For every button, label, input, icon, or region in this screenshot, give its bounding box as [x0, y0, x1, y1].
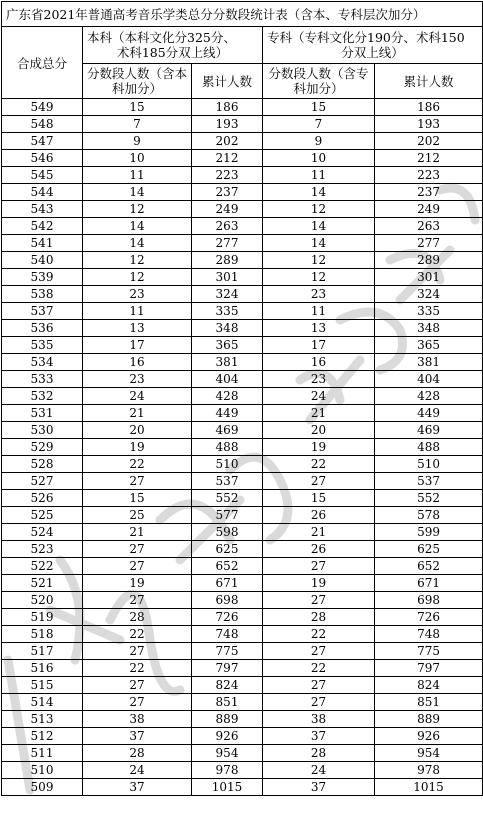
row-benke-count: 11 — [83, 167, 192, 184]
table-row — [2, 337, 483, 354]
row-score: 530 — [2, 422, 83, 439]
row-zhuanke-count: 21 — [263, 524, 375, 541]
row-score: 527 — [2, 473, 83, 490]
row-benke-cumulative: 698 — [192, 592, 263, 609]
row-score: 538 — [2, 286, 83, 303]
table-row — [2, 473, 483, 490]
row-score: 526 — [2, 490, 83, 507]
row-zhuanke-cumulative: 726 — [375, 609, 483, 626]
table-row — [2, 660, 483, 677]
row-score: 509 — [2, 779, 83, 796]
row-benke-cumulative: 671 — [192, 575, 263, 592]
row-zhuanke-cumulative: 469 — [375, 422, 483, 439]
row-score: 539 — [2, 269, 83, 286]
row-zhuanke-cumulative: 488 — [375, 439, 483, 456]
row-score: 511 — [2, 745, 83, 762]
row-zhuanke-count: 37 — [263, 728, 375, 745]
row-zhuanke-count: 16 — [263, 354, 375, 371]
table-row — [2, 609, 483, 626]
row-zhuanke-cumulative: 652 — [375, 558, 483, 575]
table-row — [2, 541, 483, 558]
row-zhuanke-count: 23 — [263, 286, 375, 303]
row-benke-count: 27 — [83, 541, 192, 558]
row-benke-cumulative: 449 — [192, 405, 263, 422]
row-benke-count: 27 — [83, 643, 192, 660]
table-row — [2, 575, 483, 592]
row-benke-count: 22 — [83, 456, 192, 473]
row-zhuanke-count: 27 — [263, 592, 375, 609]
row-benke-count: 28 — [83, 609, 192, 626]
table-row — [2, 745, 483, 762]
row-zhuanke-cumulative: 1015 — [375, 779, 483, 796]
row-score: 541 — [2, 235, 83, 252]
row-zhuanke-count: 21 — [263, 405, 375, 422]
table-row — [2, 320, 483, 337]
row-benke-count: 22 — [83, 626, 192, 643]
table-row — [2, 779, 483, 796]
row-zhuanke-cumulative: 404 — [375, 371, 483, 388]
table-row — [2, 694, 483, 711]
row-zhuanke-count: 15 — [263, 99, 375, 116]
row-benke-count: 20 — [83, 422, 192, 439]
row-score: 543 — [2, 201, 83, 218]
table-row — [2, 303, 483, 320]
row-zhuanke-cumulative: 348 — [375, 320, 483, 337]
row-score: 524 — [2, 524, 83, 541]
row-zhuanke-count: 11 — [263, 303, 375, 320]
row-zhuanke-count: 26 — [263, 541, 375, 558]
row-benke-cumulative: 263 — [192, 218, 263, 235]
row-benke-count: 23 — [83, 371, 192, 388]
row-benke-count: 37 — [83, 728, 192, 745]
table-row — [2, 150, 483, 167]
row-zhuanke-count: 10 — [263, 150, 375, 167]
row-benke-cumulative: 510 — [192, 456, 263, 473]
row-benke-cumulative: 277 — [192, 235, 263, 252]
row-benke-count: 38 — [83, 711, 192, 728]
row-zhuanke-count: 26 — [263, 507, 375, 524]
row-benke-count: 12 — [83, 201, 192, 218]
row-benke-count: 21 — [83, 405, 192, 422]
row-benke-cumulative: 824 — [192, 677, 263, 694]
table-row — [2, 252, 483, 269]
benke-group-line1: 本科（本科文化分325分、 — [87, 30, 236, 45]
row-benke-count: 21 — [83, 524, 192, 541]
table-title: 广东省2021年普通高考音乐学类总分分数段统计表（含本、专科层次加分） — [2, 2, 483, 27]
row-benke-count: 28 — [83, 745, 192, 762]
row-benke-cumulative: 249 — [192, 201, 263, 218]
row-benke-cumulative: 335 — [192, 303, 263, 320]
row-benke-cumulative: 469 — [192, 422, 263, 439]
table-row — [2, 524, 483, 541]
table-row — [2, 456, 483, 473]
row-score: 529 — [2, 439, 83, 456]
table-row — [2, 643, 483, 660]
row-benke-count: 13 — [83, 320, 192, 337]
zhuanke-count-header: 分数段人数（含专科加分） — [263, 64, 375, 99]
row-zhuanke-cumulative: 277 — [375, 235, 483, 252]
row-benke-cumulative: 1015 — [192, 779, 263, 796]
row-score: 542 — [2, 218, 83, 235]
row-benke-count: 11 — [83, 303, 192, 320]
row-zhuanke-cumulative: 449 — [375, 405, 483, 422]
row-benke-cumulative: 775 — [192, 643, 263, 660]
table-row — [2, 592, 483, 609]
row-zhuanke-count: 23 — [263, 371, 375, 388]
row-benke-count: 19 — [83, 439, 192, 456]
row-score: 547 — [2, 133, 83, 150]
table-row — [2, 558, 483, 575]
row-zhuanke-cumulative: 775 — [375, 643, 483, 660]
row-zhuanke-count: 17 — [263, 337, 375, 354]
row-score: 533 — [2, 371, 83, 388]
table-row — [2, 711, 483, 728]
row-benke-count: 14 — [83, 184, 192, 201]
row-zhuanke-count: 20 — [263, 422, 375, 439]
table-row — [2, 235, 483, 252]
row-benke-cumulative: 652 — [192, 558, 263, 575]
row-score: 523 — [2, 541, 83, 558]
zhuanke-group-line2: 分双上线） — [341, 45, 404, 60]
row-benke-cumulative: 324 — [192, 286, 263, 303]
row-zhuanke-count: 12 — [263, 252, 375, 269]
row-zhuanke-count: 14 — [263, 218, 375, 235]
table-row — [2, 184, 483, 201]
row-score: 535 — [2, 337, 83, 354]
row-zhuanke-count: 27 — [263, 677, 375, 694]
row-benke-count: 22 — [83, 660, 192, 677]
row-zhuanke-count: 11 — [263, 167, 375, 184]
row-zhuanke-count: 14 — [263, 184, 375, 201]
row-zhuanke-count: 13 — [263, 320, 375, 337]
score-distribution-table — [1, 1, 483, 796]
row-zhuanke-cumulative: 578 — [375, 507, 483, 524]
total-score-header: 合成总分 — [2, 27, 83, 99]
row-benke-cumulative: 954 — [192, 745, 263, 762]
row-zhuanke-count: 15 — [263, 490, 375, 507]
row-zhuanke-cumulative: 978 — [375, 762, 483, 779]
row-benke-cumulative: 748 — [192, 626, 263, 643]
row-zhuanke-count: 22 — [263, 660, 375, 677]
table-row — [2, 286, 483, 303]
row-zhuanke-count: 19 — [263, 439, 375, 456]
row-benke-cumulative: 289 — [192, 252, 263, 269]
row-benke-count: 23 — [83, 286, 192, 303]
row-score: 540 — [2, 252, 83, 269]
row-zhuanke-count: 24 — [263, 388, 375, 405]
row-score: 512 — [2, 728, 83, 745]
table-row — [2, 507, 483, 524]
zhuanke-group-header — [263, 27, 483, 64]
row-zhuanke-cumulative: 381 — [375, 354, 483, 371]
row-benke-cumulative: 889 — [192, 711, 263, 728]
row-benke-cumulative: 926 — [192, 728, 263, 745]
row-zhuanke-count: 24 — [263, 762, 375, 779]
row-benke-count: 14 — [83, 235, 192, 252]
table-body — [2, 99, 483, 796]
row-zhuanke-cumulative: 926 — [375, 728, 483, 745]
row-benke-count: 16 — [83, 354, 192, 371]
row-score: 531 — [2, 405, 83, 422]
row-benke-cumulative: 797 — [192, 660, 263, 677]
row-benke-cumulative: 404 — [192, 371, 263, 388]
zhuanke-cumulative-header: 累计人数 — [375, 64, 483, 99]
row-zhuanke-cumulative: 301 — [375, 269, 483, 286]
row-zhuanke-cumulative: 289 — [375, 252, 483, 269]
row-score: 532 — [2, 388, 83, 405]
zhuanke-group-line1: 专科（专科文化分190分、术科150 — [267, 30, 465, 45]
row-zhuanke-count: 22 — [263, 456, 375, 473]
table-row — [2, 626, 483, 643]
row-zhuanke-cumulative: 698 — [375, 592, 483, 609]
row-zhuanke-count: 37 — [263, 779, 375, 796]
row-benke-count: 9 — [83, 133, 192, 150]
row-benke-count: 27 — [83, 473, 192, 490]
row-zhuanke-cumulative: 186 — [375, 99, 483, 116]
row-zhuanke-cumulative: 237 — [375, 184, 483, 201]
row-benke-cumulative: 625 — [192, 541, 263, 558]
row-zhuanke-cumulative: 212 — [375, 150, 483, 167]
row-benke-cumulative: 365 — [192, 337, 263, 354]
table-row — [2, 677, 483, 694]
row-zhuanke-cumulative: 552 — [375, 490, 483, 507]
row-benke-count: 24 — [83, 388, 192, 405]
table-row — [2, 405, 483, 422]
table-row — [2, 439, 483, 456]
row-score: 525 — [2, 507, 83, 524]
row-score: 522 — [2, 558, 83, 575]
row-score: 548 — [2, 116, 83, 133]
row-zhuanke-count: 12 — [263, 201, 375, 218]
row-zhuanke-cumulative: 335 — [375, 303, 483, 320]
row-benke-cumulative: 598 — [192, 524, 263, 541]
row-zhuanke-count: 28 — [263, 745, 375, 762]
table-row — [2, 167, 483, 184]
row-zhuanke-cumulative: 537 — [375, 473, 483, 490]
row-benke-cumulative: 237 — [192, 184, 263, 201]
row-zhuanke-cumulative: 797 — [375, 660, 483, 677]
row-benke-cumulative: 381 — [192, 354, 263, 371]
row-benke-count: 24 — [83, 762, 192, 779]
benke-group-header — [83, 27, 263, 64]
table-row — [2, 371, 483, 388]
row-score: 537 — [2, 303, 83, 320]
row-benke-cumulative: 488 — [192, 439, 263, 456]
row-zhuanke-cumulative: 851 — [375, 694, 483, 711]
row-score: 545 — [2, 167, 83, 184]
row-score: 534 — [2, 354, 83, 371]
row-zhuanke-cumulative: 599 — [375, 524, 483, 541]
row-zhuanke-cumulative: 954 — [375, 745, 483, 762]
row-benke-count: 37 — [83, 779, 192, 796]
row-benke-count: 17 — [83, 337, 192, 354]
row-score: 528 — [2, 456, 83, 473]
table-row — [2, 116, 483, 133]
row-score: 546 — [2, 150, 83, 167]
row-zhuanke-count: 27 — [263, 473, 375, 490]
row-zhuanke-cumulative: 202 — [375, 133, 483, 150]
row-benke-cumulative: 537 — [192, 473, 263, 490]
row-score: 510 — [2, 762, 83, 779]
row-zhuanke-count: 9 — [263, 133, 375, 150]
table-row — [2, 99, 483, 116]
row-zhuanke-cumulative: 365 — [375, 337, 483, 354]
row-zhuanke-count: 12 — [263, 269, 375, 286]
row-zhuanke-count: 7 — [263, 116, 375, 133]
row-benke-cumulative: 193 — [192, 116, 263, 133]
row-score: 518 — [2, 626, 83, 643]
row-score: 516 — [2, 660, 83, 677]
row-score: 549 — [2, 99, 83, 116]
row-benke-count: 10 — [83, 150, 192, 167]
row-zhuanke-cumulative: 748 — [375, 626, 483, 643]
benke-group-line2: 术科185分双上线） — [116, 45, 229, 60]
row-zhuanke-cumulative: 824 — [375, 677, 483, 694]
benke-count-header: 分数段人数（含本科加分） — [83, 64, 192, 99]
row-benke-count: 27 — [83, 694, 192, 711]
row-zhuanke-cumulative: 223 — [375, 167, 483, 184]
row-zhuanke-count: 22 — [263, 626, 375, 643]
table-row — [2, 269, 483, 286]
row-benke-cumulative: 348 — [192, 320, 263, 337]
row-benke-count: 25 — [83, 507, 192, 524]
row-zhuanke-count: 38 — [263, 711, 375, 728]
table-row — [2, 218, 483, 235]
table-row — [2, 133, 483, 150]
benke-cumulative-header: 累计人数 — [192, 64, 263, 99]
row-score: 544 — [2, 184, 83, 201]
row-zhuanke-cumulative: 263 — [375, 218, 483, 235]
row-benke-count: 27 — [83, 558, 192, 575]
row-zhuanke-cumulative: 428 — [375, 388, 483, 405]
row-benke-count: 27 — [83, 677, 192, 694]
row-benke-count: 12 — [83, 252, 192, 269]
row-score: 519 — [2, 609, 83, 626]
row-benke-count: 27 — [83, 592, 192, 609]
table-row — [2, 201, 483, 218]
row-benke-cumulative: 552 — [192, 490, 263, 507]
row-zhuanke-cumulative: 510 — [375, 456, 483, 473]
row-benke-cumulative: 223 — [192, 167, 263, 184]
table-row — [2, 422, 483, 439]
row-score: 521 — [2, 575, 83, 592]
row-score: 514 — [2, 694, 83, 711]
row-benke-count: 14 — [83, 218, 192, 235]
row-score: 513 — [2, 711, 83, 728]
row-benke-cumulative: 428 — [192, 388, 263, 405]
row-benke-cumulative: 978 — [192, 762, 263, 779]
row-benke-cumulative: 186 — [192, 99, 263, 116]
row-zhuanke-cumulative: 625 — [375, 541, 483, 558]
row-zhuanke-cumulative: 193 — [375, 116, 483, 133]
table-row — [2, 490, 483, 507]
row-benke-count: 12 — [83, 269, 192, 286]
table-row — [2, 354, 483, 371]
row-zhuanke-count: 27 — [263, 694, 375, 711]
row-zhuanke-cumulative: 249 — [375, 201, 483, 218]
row-zhuanke-count: 27 — [263, 558, 375, 575]
table-row — [2, 728, 483, 745]
row-benke-cumulative: 301 — [192, 269, 263, 286]
row-score: 517 — [2, 643, 83, 660]
row-benke-count: 7 — [83, 116, 192, 133]
row-score: 536 — [2, 320, 83, 337]
row-benke-cumulative: 212 — [192, 150, 263, 167]
row-benke-count: 15 — [83, 99, 192, 116]
row-zhuanke-cumulative: 889 — [375, 711, 483, 728]
row-zhuanke-count: 19 — [263, 575, 375, 592]
row-zhuanke-count: 27 — [263, 643, 375, 660]
table-row — [2, 762, 483, 779]
row-zhuanke-count: 14 — [263, 235, 375, 252]
row-zhuanke-cumulative: 671 — [375, 575, 483, 592]
row-score: 520 — [2, 592, 83, 609]
row-zhuanke-cumulative: 324 — [375, 286, 483, 303]
row-benke-cumulative: 851 — [192, 694, 263, 711]
row-benke-count: 15 — [83, 490, 192, 507]
row-score: 515 — [2, 677, 83, 694]
row-zhuanke-count: 28 — [263, 609, 375, 626]
row-benke-cumulative: 726 — [192, 609, 263, 626]
row-benke-cumulative: 202 — [192, 133, 263, 150]
table-row — [2, 388, 483, 405]
row-benke-cumulative: 577 — [192, 507, 263, 524]
row-benke-count: 19 — [83, 575, 192, 592]
